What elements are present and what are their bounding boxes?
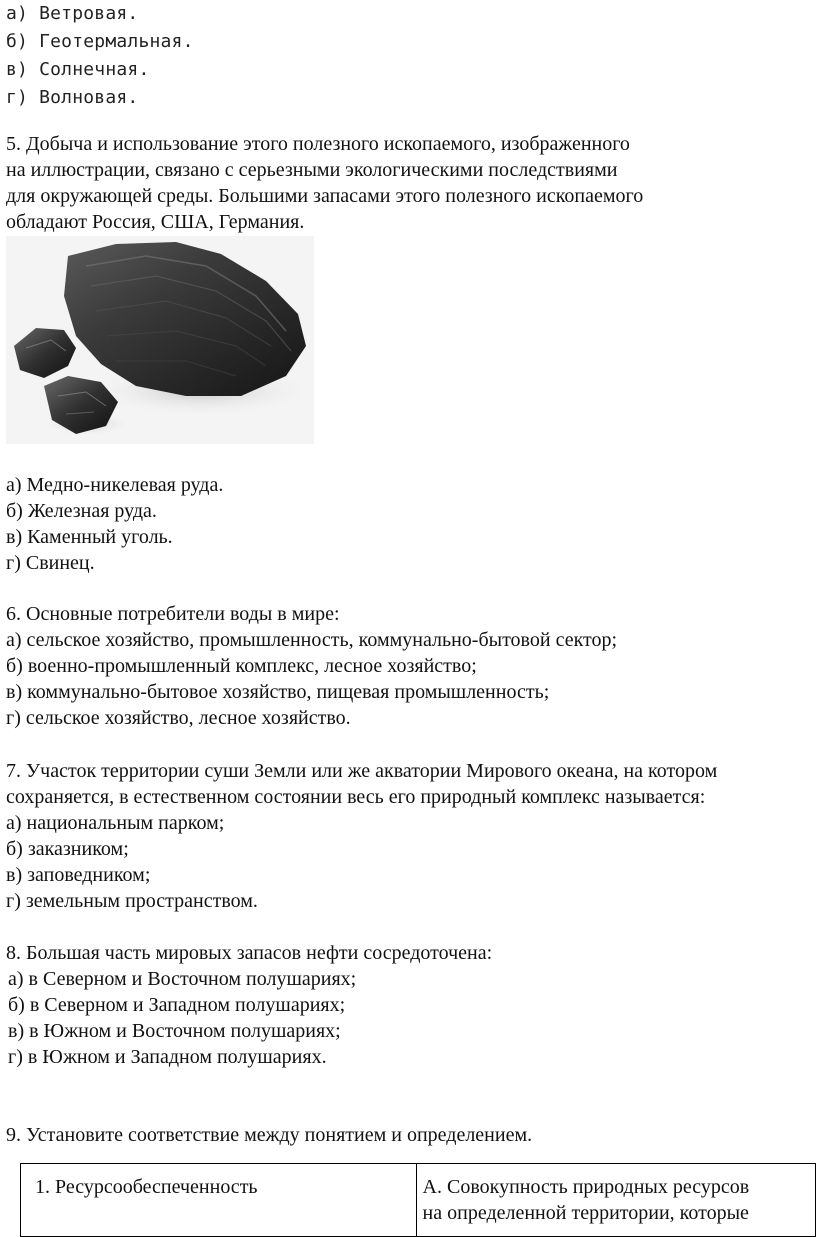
q5-option-b: б) Железная руда. [6,500,157,522]
q9-matching-table [20,1163,816,1237]
q8-question: 8. Большая часть мировых запасов нефти сосредоточена: [6,942,493,964]
q7-option-c: в) заповедником; [6,864,151,886]
q6-option-b: б) военно-промышленный комплекс, лесное хозяйство; [6,655,477,677]
q7-question-line: 7. Участок территории суши Земли или же акватории Мирового океана, на котором [6,760,718,782]
q4-option-c: в) Солнечная. [6,59,150,80]
table-cell-definition [416,1164,815,1237]
q6-option-d: г) сельское хозяйство, лесное хозяйство. [6,707,351,729]
q5-option-c: в) Каменный уголь. [6,526,173,548]
q5-question [6,131,643,235]
q8-option-a: а) в Северном и Восточном полушариях; [8,968,357,990]
q5-question-line: обладают Россия, США, Германия. [6,211,305,233]
table-row [21,1164,816,1237]
q5-option-a: а) Медно-никелевая руда. [6,474,224,496]
q4-option-b: б) Геотермальная. [6,31,194,52]
q9-question [6,1122,532,1148]
q7-block [6,758,717,914]
q7-option-a: а) национальным парком; [6,812,225,834]
table-cell-concept: 1. Ресурсообеспеченность [21,1164,417,1237]
q7-option-b: б) заказником; [6,838,129,860]
q6-option-c: в) коммунально-бытовое хозяйство, пищевая промышленность; [6,681,550,703]
q6-block [6,601,617,731]
q6-option-a: а) сельское хозяйство, промышленность, коммунально-бытовой сектор; [6,629,618,651]
q5-question-line: для окружающей среды. Большими запасами этого полезного ископаемого [6,185,644,207]
q8-option-c: в) в Южном и Восточном полушариях; [8,1020,341,1042]
q7-option-d: г) земельным пространством. [6,890,258,912]
q5-question-line: 5. Добыча и использование этого полезного ископаемого, изображенного [6,133,630,155]
q6-question: 6. Основные потребители воды в мире: [6,603,340,625]
definition-line: А. Совокупность природных ресурсов [422,1176,750,1198]
q4-options [6,0,194,112]
q9-question-text: 9. Установите соответствие между понятием и определением. [6,1124,533,1146]
q7-question-line: сохраняется, в естественном состоянии весь его природный комплекс называется: [6,786,706,808]
q5-options [6,472,223,576]
coal-photo-icon [6,236,314,444]
q8-block [6,940,492,1070]
q5-question-line: на иллюстрации, связано с серьезными экологическими последствиями [6,159,618,181]
q8-option-b: б) в Северном и Западном полушариях; [8,994,346,1016]
q4-option-d: г) Волновая. [6,87,139,108]
q5-option-d: г) Свинец. [6,552,95,574]
q4-option-a: а) Ветровая. [6,3,139,24]
definition-line: на определенной территории, которые [422,1202,749,1224]
q8-option-d: г) в Южном и Западном полушариях. [8,1046,327,1068]
